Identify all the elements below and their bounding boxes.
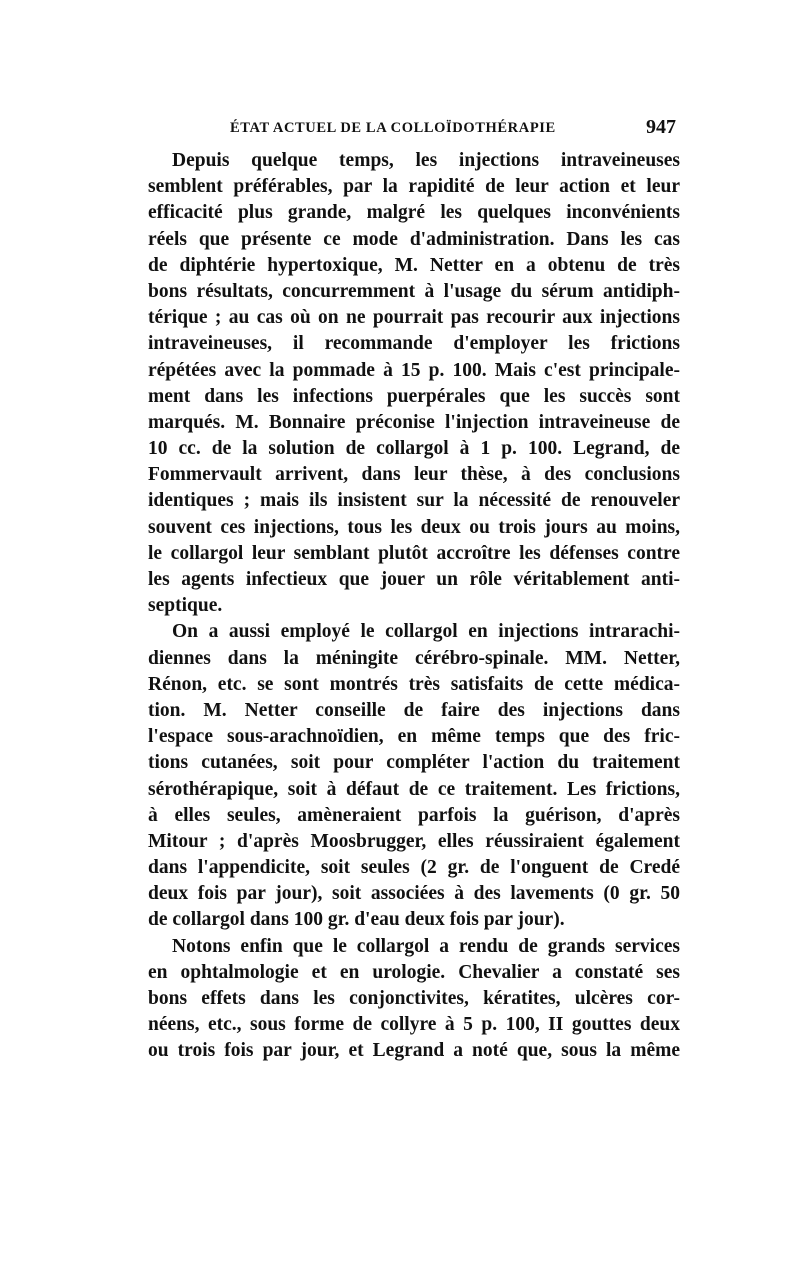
text-line: ment dans les infections puerpérales que les succès sont	[148, 385, 680, 407]
paragraph	[148, 148, 680, 619]
text-line: néens, etc., sous forme de collyre à 5 p. 100, II gouttes deux	[148, 1014, 680, 1036]
text-line: sérothérapique, soit à défaut de ce traitement. Les frictions,	[148, 778, 680, 800]
text-line: ou trois fois par jour, et Legrand a noté que, sous la même	[148, 1040, 680, 1062]
paragraph	[148, 934, 680, 1065]
text-line: Mitour ; d'après Moosbrugger, elles réussiraient également	[148, 830, 680, 852]
text-line: le collargol leur semblant plutôt accroître les défenses contre	[148, 542, 680, 564]
text-line: marqués. M. Bonnaire préconise l'injection intraveineuse de	[148, 411, 680, 433]
text-line: Depuis quelque temps, les injections intraveineuses	[172, 150, 680, 171]
text-line: souvent ces injections, tous les deux ou trois jours au moins,	[148, 516, 680, 538]
text-line: septique.	[148, 595, 223, 617]
text-line: térique ; au cas où on ne pourrait pas recourir aux injections	[148, 307, 680, 329]
text-line: identiques ; mais ils insistent sur la nécessité de renouveler	[148, 490, 680, 512]
text-line: dans l'appendicite, soit seules (2 gr. de l'onguent de Credé	[148, 857, 680, 879]
text-line: Notons enfin que le collargol a rendu de grands services	[172, 935, 680, 957]
text-line: l'espace sous-arachnoïdien, en même temps que des fric-	[148, 726, 680, 748]
text-line: intraveineuses, il recommande d'employer les frictions	[148, 333, 680, 355]
text-line: efficacité plus grande, malgré les quelques inconvénients	[148, 202, 680, 224]
text-line: Rénon, etc. se sont montrés très satisfaits de cette médica-	[148, 673, 680, 695]
text-line: les agents infectieux que jouer un rôle véritablement anti-	[148, 569, 680, 590]
paragraph	[148, 619, 680, 933]
text-line: tion. M. Netter conseille de faire des injections dans	[148, 699, 680, 721]
body-text	[148, 148, 680, 1065]
text-line: à elles seules, amèneraient parfois la guérison, d'après	[148, 804, 680, 826]
text-line: bons effets dans les conjonctivites, kératites, ulcères cor-	[148, 988, 680, 1009]
text-line: de collargol dans 100 gr. d'eau deux fois par jour).	[148, 909, 565, 931]
text-line: semblent préférables, par la rapidité de leur action et leur	[148, 176, 680, 198]
text-line: bons résultats, concurremment à l'usage du sérum antidiph-	[148, 280, 680, 302]
text-line: On a aussi employé le collargol en injections intrarachi-	[172, 621, 680, 643]
text-line: en ophtalmologie et en urologie. Chevalier a constaté ses	[148, 961, 680, 983]
page-number: 947	[646, 116, 676, 138]
text-line: répétées avec la pommade à 15 p. 100. Mais c'est principale-	[148, 359, 680, 381]
text-line: diennes dans la méningite cérébro-spinale. MM. Netter,	[148, 647, 680, 669]
text-line: tions cutanées, soit pour compléter l'action du traitement	[148, 752, 680, 774]
text-line: Fommervault arrivent, dans leur thèse, à des conclusions	[148, 464, 680, 486]
running-title: ÉTAT ACTUEL DE LA COLLOÏDOTHÉRAPIE	[230, 120, 556, 136]
text-line: 10 cc. de la solution de collargol à 1 p. 100. Legrand, de	[148, 438, 680, 460]
text-line: deux fois par jour), soit associées à des lavements (0 gr. 50	[148, 883, 680, 905]
text-line: réels que présente ce mode d'administration. Dans les cas	[148, 228, 680, 250]
text-line: de diphtérie hypertoxique, M. Netter en a obtenu de très	[148, 254, 680, 276]
page-header	[148, 116, 680, 140]
